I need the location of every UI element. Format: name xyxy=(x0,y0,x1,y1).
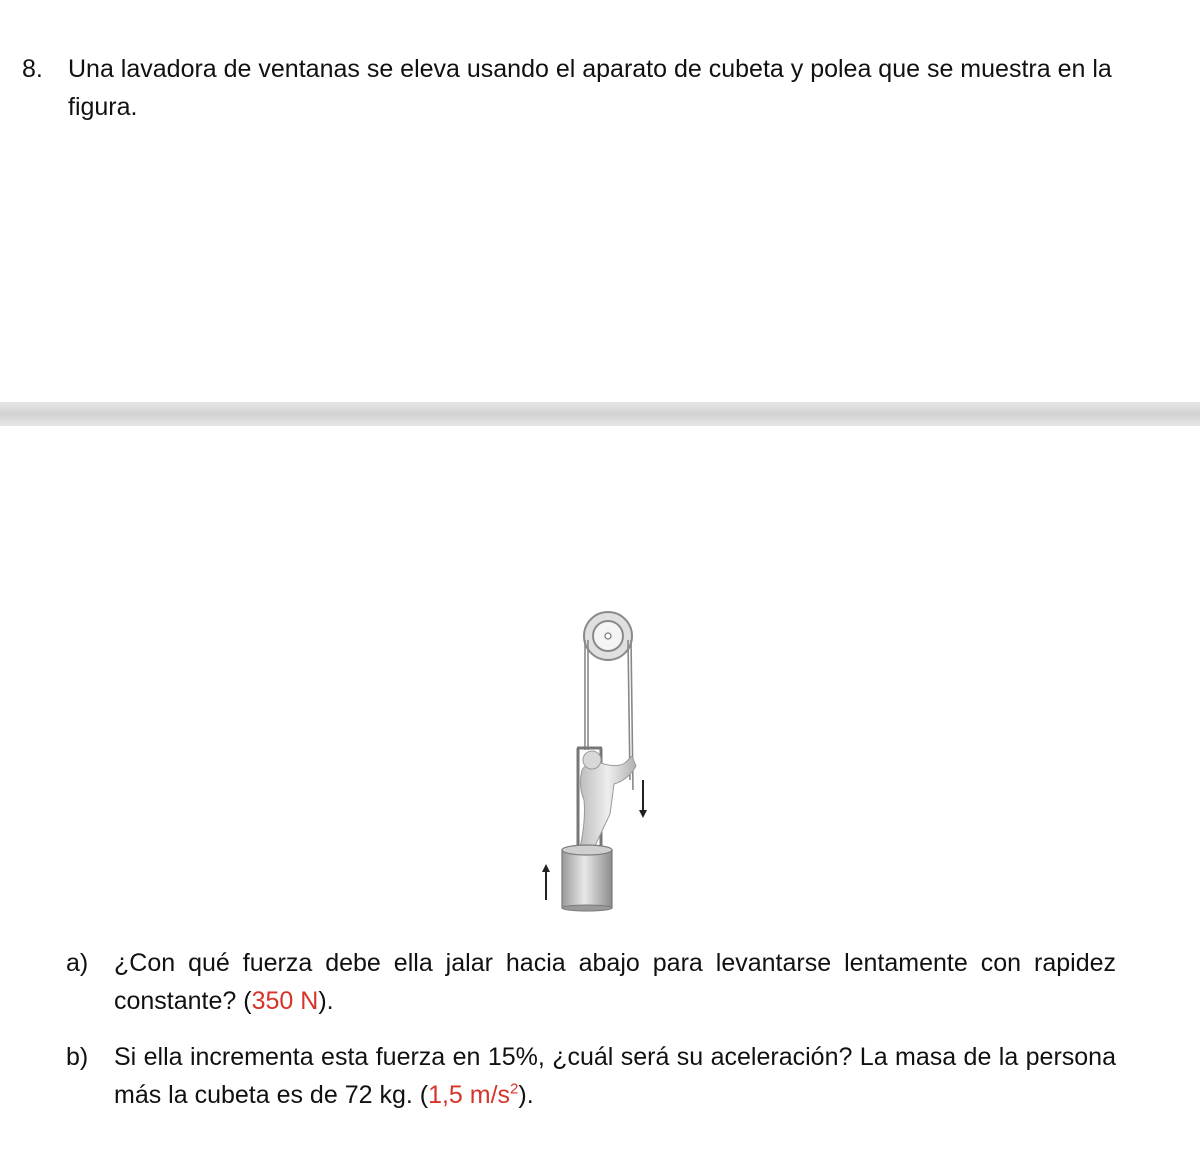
pulley-wheel xyxy=(584,612,632,660)
window-washer-person xyxy=(580,751,636,848)
question-a-text: ¿Con qué fuerza debe ella jalar hacia abajo para levantarse lentamente con rapidez constante? (350 N). xyxy=(114,949,1116,1015)
upward-motion-arrow xyxy=(542,864,550,900)
page-break-divider xyxy=(0,402,1200,426)
question-a-label: a) xyxy=(66,949,89,977)
question-b-text: Si ella incrementa esta fuerza en 15%, ¿cuál será su aceleración? La masa de la persona más la cubeta es de 72 kg. (1,5 $m/s^2$). xyxy=(114,1043,1116,1109)
problem-8 xyxy=(22,50,1122,126)
answer-b: 1,5 $m/s^2$ xyxy=(428,1080,519,1109)
answer-a: 350 N xyxy=(251,987,319,1015)
pulley-figure-svg xyxy=(520,600,680,920)
downward-force-arrow xyxy=(639,780,647,818)
question-a xyxy=(66,944,1116,1020)
question-b-label: b) xyxy=(66,1043,89,1071)
problem-number: 8. xyxy=(22,55,43,83)
problem-statement: Una lavadora de ventanas se eleva usando el aparato de cubeta y polea que se muestra en la figura. xyxy=(68,55,1112,121)
question-b xyxy=(66,1038,1116,1114)
pulley-bucket-diagram xyxy=(520,600,680,920)
bucket xyxy=(562,845,612,911)
